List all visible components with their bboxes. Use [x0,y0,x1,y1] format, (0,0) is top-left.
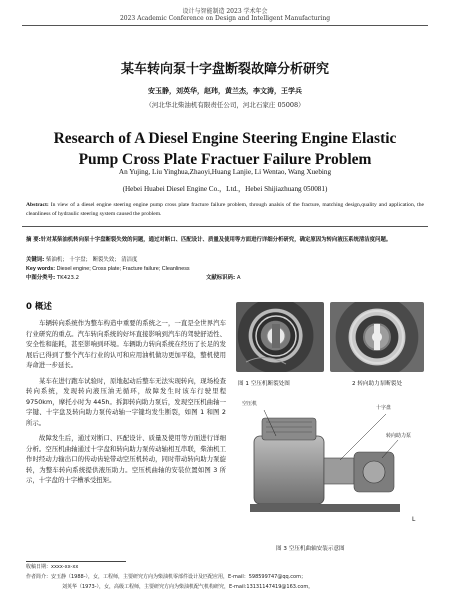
keywords-cn-text: 柴油机； 十字盘； 断裂失效； 清洁度 [46,257,138,263]
footnote-received: 收稿日期：xxxx-xx-xx [26,564,79,570]
affiliation-cn: （河北华北柴油机有限责任公司，河北石家庄 05008） [145,101,305,109]
header-rule [22,25,428,26]
footnote-author1: 作者简介：安玉静（1988-），女，工程师，主要研究方向为柴油机零部件设计及匹配应用，E-mail：598599747@qq.com； [26,574,306,580]
figure-3 [236,396,424,536]
title-en-line2: Pump Cross Plate Fractuer Failure Problem [78,151,372,168]
doc-label: 文献标识码: [206,275,236,281]
keywords-en-label: Key words: [26,266,56,272]
authors-en: An Yujing, Liu Yinghua,Zhaoyi,Huang Lanjie, Li Wentao, Wang Xuebing [118,168,332,176]
paragraph-3: 故障发生后，通过对断口、匹配设计、质量及使用等方面进行详细分析。空压机曲轴通过十字盘和转向助力泵传动轴相互串联，柴油机工作时经动力输出口的传动齿轮带动空压机转动，同时带动转向助力泵旋转，为整车转向系统提供液压助力。空压机曲轴的安装位置如图 3 所示，十字盘的十字槽承受扭矩。 [26,434,226,484]
keywords-en-text: Diesel engine; Cross plate; Fracture failure; Cleanliness [56,266,190,272]
figure-2-photo [330,302,424,372]
abstract-cn [26,236,424,245]
figure-1-caption: 图 1 空压机断裂处图 [238,381,290,387]
abstract-rule [22,226,428,227]
abstract-en-text: In view of a diesel engine steering engine pump cross plate fracture failure problem, through analsis of the fracture, matching design,quality and application, the cleanliness of hydraulic steering system caused the problem. [26,202,425,217]
title-cn: 某车转向泵十字盘断裂故障分析研究 [120,62,329,77]
figure-3-caption: 图 3 空压机曲轴安装示意图 [276,546,345,552]
running-header-en: 2023 Academic Conference on Design and Intelligent Manufacturing [119,15,331,22]
compressor-fracture-image [236,302,324,372]
body-text [26,318,226,491]
keywords-cn [26,256,424,265]
figure-1-photo [236,302,324,372]
running-header-cn: 设计与智能制造 2023 学术年会 [182,8,268,15]
doc-value: A [236,275,241,281]
paragraph-1: 车辆转向系统作为整车构造中重要的系统之一，一直是全世界汽车行业研究的重点。汽车转向系统的好坏直接影响到汽车的驾驶舒适性、安全性和能耗，甚至影响到环境。车辆助力转向系统在经历了长足的发展后已得到了整个汽车行业的认可和应用油机做功更加平稳，整机使用寿命进一步延长。 [26,319,226,369]
abstract-cn-label: 摘 要: [26,237,41,243]
clc-number [26,274,206,283]
figure-2-caption: 2 转向助力泵断裂处 [352,381,403,387]
section-heading: 0 概述 [26,302,52,312]
label-compressor: 空压机 [242,401,258,407]
steering-pump-fracture-image [330,302,424,372]
footnote-author2: 刘英华（1973-），女，高级工程师，主要研究方向为柴油机配气机构研究，E-mail:13131147419@163.com。 [62,584,314,590]
abstract-cn-text: 针对某柴油机转向泵十字盘断裂失效的问题，通过对断口、匹配设计、质量及使用等方面进行详细分析研究，确定原因为转向液压系统清洁度问题。 [40,237,392,243]
keywords-cn-label: 关键词: [26,257,45,263]
clc-label: 中图分类号: [26,275,56,281]
title-en-line1: Research of A Diesel Engine Steering Engine Elastic [53,130,397,147]
abstract-en-label: Abstract: [26,202,49,208]
crankshaft-installation-diagram [236,396,424,536]
paragraph-2: 某车在进行跑车试验时，原地起动后整车无法实现转向，现场检查转向系统，发现转向液压油无循环，故障发生时该车行驶里程 9750km，摩托小时为 445h。拆卸转向助力泵后，发现空压机曲轴一字键、十字盘及转向助力泵传动轴一字键均发生断裂，如图 1 和图 2 所示。 [26,376,226,427]
label-corner: L [412,516,416,523]
footnote-rule [26,561,126,562]
doc-code [206,274,326,283]
abstract-en [26,201,424,219]
keywords-en [26,265,424,274]
label-steering-pump: 转向助力泵 [386,433,412,439]
label-cross-plate: 十字盘 [376,405,392,411]
clc-value: TK423.2 [56,275,80,281]
authors-cn: 安玉静，刘英华，赵玮，黄兰杰，李文涛，王学兵 [148,87,302,95]
affiliation-en: (Hebei Huabei Diesel Engine Co.，Ltd.，Hebei Shijiazhuang 050081) [122,185,328,193]
